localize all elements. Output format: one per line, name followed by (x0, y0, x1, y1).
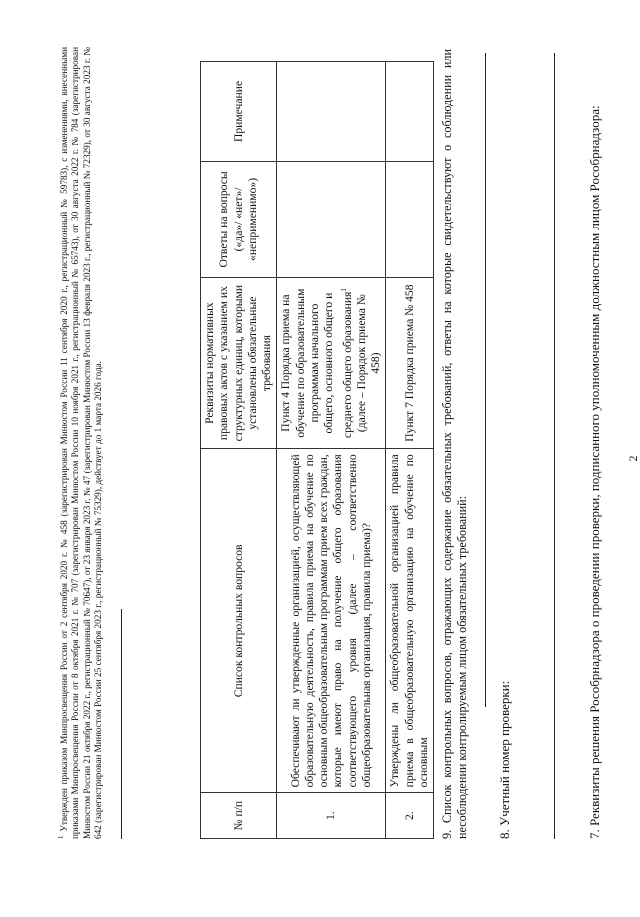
section-9-text: 9. Список контрольных вопросов, отражающих содержание обязательных требований, ответы на которые свидетельствуют о соблюдении или несоблюдении контролируемым лицом обязательных требований: (440, 49, 469, 839)
table-row (277, 62, 386, 839)
row-question: Утверждены ли общеобразовательной организацией правила приема в общеобразовательную организацию на обучение по основным (386, 449, 434, 793)
header-note: Примечание (201, 62, 277, 162)
row-answer-cell[interactable] (277, 161, 386, 277)
page-number: 2 (626, 455, 640, 462)
requisite-main: Пункт 4 Порядка приема на обучение по образовательным программам начального общего, основного общего и среднего общего образования (279, 288, 354, 439)
row-note-cell[interactable] (277, 62, 386, 162)
table-header-row (201, 62, 277, 839)
table-row (386, 62, 434, 839)
header-answers: Ответы на вопросы («да»/ «нет»/ «неприменимо») (201, 161, 277, 277)
section-8-fill-line (485, 53, 486, 707)
footnote-separator (121, 609, 122, 839)
row-note-cell[interactable] (386, 62, 434, 162)
row-requisites: Пункт 7 Порядка приема № 458 (386, 277, 434, 448)
row-answer-cell[interactable] (386, 161, 434, 277)
requisite-tail: (далее – Порядок приема № 458) (354, 294, 383, 433)
section-7-fill-line (554, 53, 555, 839)
row-question: Обеспечивают ли утвержденные организацией, осуществляющей образовательную деятельность, правила приема на обучение по основным общеобразовательным программам прием всех граждан, которые имеют право на получение общего образования соответствующего уровня (далее – соответственно общеобразовательная организация, правила приема)? (277, 449, 386, 793)
footnote (56, 47, 105, 839)
header-num: № п/п (201, 793, 277, 839)
header-question: Список контрольных вопросов (201, 449, 277, 793)
row-number: 2. (386, 793, 434, 839)
section-7-heading: 7. Реквизиты решения Рособрнадзора о проведении проверки, подписанного уполномоченным должностным лицом Рособрнадзора: (587, 105, 602, 839)
footnote-ref: 1 (339, 288, 348, 292)
footnote-marker: 1 (57, 835, 65, 839)
section-8-heading: 8. Учетный номер проверки: (497, 680, 512, 839)
footnote-text: Утвержден приказом Минпросвещения России от 2 сентября 2020 г. № 458 (зарегистрирован Минюстом России 11 сентября 2020 г., регистрационный № 59783), с изменениями, внесенными приказами Минпросвещения России от 8 октября 2021 г. № 707 (зарегистрирован Минюстом России 10 ноября 2021 г., регистрационный № 65743), от 30 августа 2022 г. № 784 (зарегистрирован Минюстом России 21 октября 2022 г., регистрационный № 70647), от 23 января 2023 г. № 47 (зарегистрирован Минюстом России 13 февраля 2023 г., регистрационный № 72329), от 30 августа 2023 г. № 642 (зарегистрирован Минюстом России 25 сентября 2023 г., регистрационный № 75329), действует до 1 марта 2026 года. (59, 47, 104, 839)
row-requisites (277, 277, 386, 448)
checklist-table (200, 61, 434, 839)
header-requisites: Реквизиты нормативных правовых актов с указанием их структурных единиц, которыми установлены обязательные требования (201, 277, 277, 448)
row-number: 1. (277, 793, 386, 839)
